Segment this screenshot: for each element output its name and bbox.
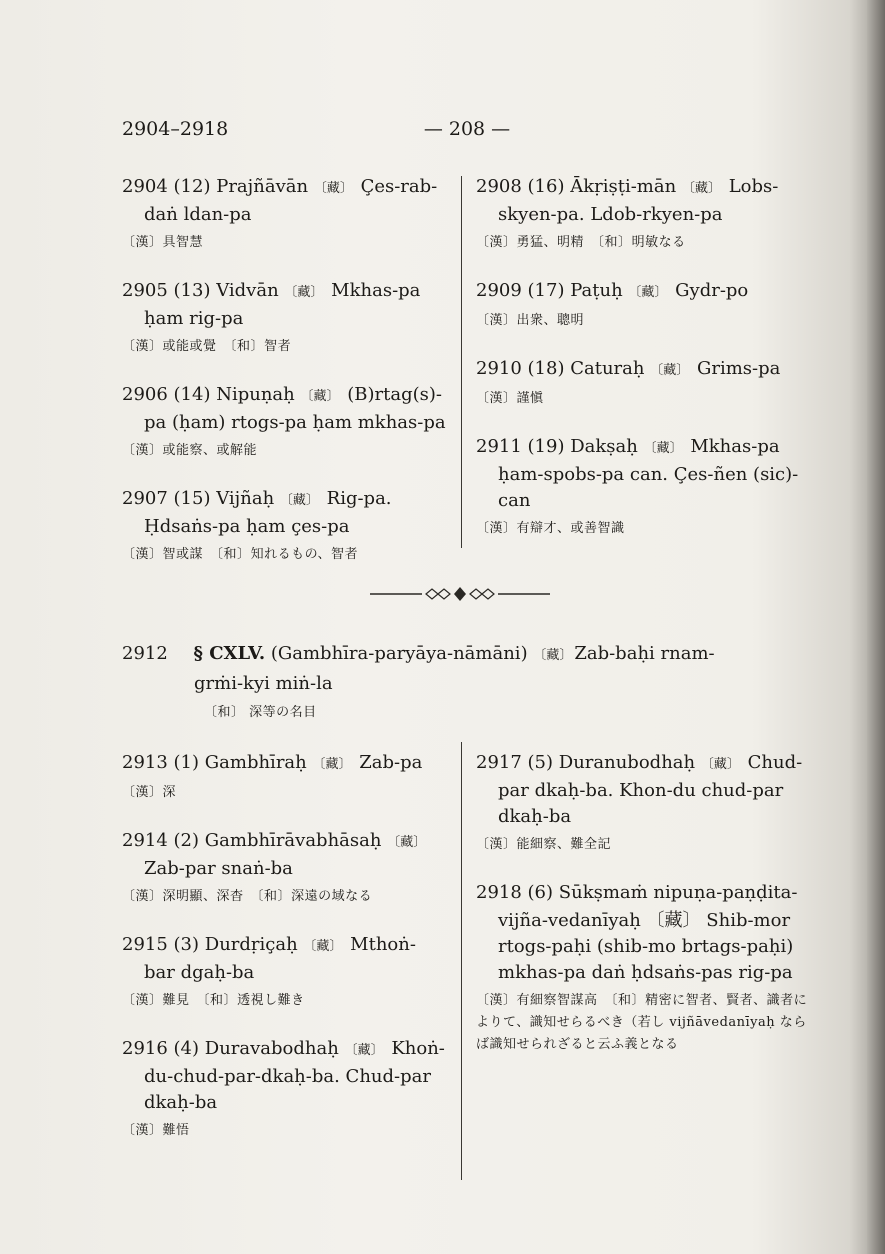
entry-tibetan-tag: 〔藏〕 (279, 493, 319, 508)
entry-head (122, 278, 454, 306)
entry-head (476, 880, 812, 908)
entry-number: 2910 (18) (476, 358, 565, 379)
section-heading (122, 640, 822, 724)
entry-continuation: par dkaḥ-ba. Khon-du chud-par dkaḥ-ba (498, 780, 784, 827)
entry-sanskrit: Ākṛiṣṭi-mān (570, 176, 677, 197)
entry-continuation: skyen-pa. Ldob-rkyen-pa (498, 204, 723, 225)
dictionary-entry (476, 750, 812, 856)
entry-sanskrit: Prajñāvān (216, 176, 309, 197)
section-tibetan: Zab-baḥi rnam- (574, 643, 715, 664)
entry-sanskrit: Nipuṇaḥ (216, 384, 295, 405)
entry-gloss (122, 990, 454, 1012)
entry-sanskrit: Caturaḥ (570, 358, 645, 379)
gloss-tag: 〔漢〕 (476, 521, 517, 536)
entry-tibetan: Chud- (747, 752, 803, 773)
entry-gloss (122, 232, 454, 254)
dictionary-entry (122, 174, 454, 254)
entry-tibetan-tag: 〔藏〕 (681, 181, 721, 196)
entry-number: 2909 (17) (476, 280, 565, 301)
entry-gloss (122, 544, 454, 566)
gloss-text: 透視し難き (237, 993, 305, 1008)
gloss-tag: 〔漢〕 (476, 313, 517, 328)
entry-continuation: pa (ḥam) rtogs-pa ḥam mkhas-pa (144, 412, 446, 433)
gloss-tag: 〔漢〕 (122, 235, 163, 250)
entry-continuation: Zab-par snaṅ-ba (144, 858, 293, 879)
gloss-text: 謹愼 (516, 391, 544, 406)
dictionary-entry (122, 1036, 454, 1142)
entry-number: 2914 (2) (122, 830, 200, 851)
ornament-divider (370, 584, 550, 604)
entry-tibetan-tag: 〔藏〕 (313, 181, 353, 196)
entry-tibetan: Mkhas-pa (690, 436, 780, 457)
gloss-tag: 〔漢〕 (122, 443, 163, 458)
entry-number: 2913 (1) (122, 752, 200, 773)
gloss-tag: 〔和〕 (597, 235, 632, 250)
entry-gloss (122, 782, 454, 804)
gloss-text: 知れるもの、智者 (250, 547, 359, 562)
column-divider-bottom (461, 742, 462, 1180)
entry-head (122, 174, 454, 202)
section-sanskrit: (Gambhīra-paryāya-nāmāni) (270, 643, 528, 664)
entry-head (122, 750, 454, 778)
gloss-tag: 〔漢〕 (122, 1123, 163, 1138)
gloss-text: 深 (162, 785, 177, 800)
gloss-text: 或能察、或解能 (162, 443, 258, 458)
entry-number: 2906 (14) (122, 384, 211, 405)
gloss-text: 智或謀 (162, 547, 204, 562)
gloss-text: 難見 (162, 993, 190, 1008)
entry-gloss (122, 886, 454, 908)
entry-tibetan-tag: 〔藏〕 (300, 389, 340, 404)
gloss-text: 具智慧 (162, 235, 204, 250)
dictionary-entry (122, 828, 454, 908)
dictionary-entry (122, 486, 454, 566)
section-gloss: 深等の名目 (249, 705, 317, 720)
entry-tibetan: Grims-pa (696, 358, 781, 379)
entry-continuation: bar dgaḥ-ba (144, 962, 255, 983)
entry-head (476, 174, 816, 202)
entry-head (122, 1036, 454, 1064)
entry-tibetan: (B)rtag(s)- (347, 384, 442, 405)
gloss-text: 深明顯、深杳 (162, 889, 244, 904)
left-column-bottom (122, 750, 454, 1166)
entry-tibetan-tag: 〔藏〕 (344, 1043, 384, 1058)
entry-gloss (476, 518, 816, 540)
entry-sanskrit: Durdṛiçaḥ (204, 934, 298, 955)
entry-head (476, 356, 816, 384)
entry-sanskrit: Gambhīrāvabhāsaḥ (204, 830, 382, 851)
gloss-text: 或能或覺 (162, 339, 217, 354)
gloss-text: 出衆、聰明 (516, 313, 585, 328)
entry-tibetan-tag: 〔藏〕 (650, 363, 690, 378)
entry-gloss (476, 310, 816, 332)
gloss-tag: 〔和〕 (203, 993, 238, 1008)
right-column-bottom (476, 750, 812, 1080)
entry-gloss (476, 232, 816, 254)
gloss-tag: 〔和〕 (216, 547, 251, 562)
entry-tibetan: Çes-rab- (360, 176, 438, 197)
gloss-text: 明敏なる (631, 235, 686, 250)
entry-head (476, 434, 816, 462)
gloss-text: 智者 (264, 339, 292, 354)
gloss-tag: 〔和〕 (230, 339, 265, 354)
entry-continuation: ḥam rig-pa (144, 308, 244, 329)
gloss-text: 精密に智者、賢者、識者によりて、識知せらるべき（若し vijñāvedanīyaḥ ならば識知せられざると云ふ義となる (476, 993, 808, 1052)
entry-sanskrit: Vidvān (216, 280, 279, 301)
entry-sanskrit: Paṭuḥ (570, 280, 623, 301)
entry-number: 2907 (15) (122, 488, 211, 509)
dictionary-entry (476, 174, 816, 254)
entry-head (122, 382, 454, 410)
dictionary-entry (122, 750, 454, 804)
entry-sanskrit: Dakṣaḥ (570, 436, 638, 457)
entry-continuation: Ḥdsaṅs-pa ḥam çes-pa (144, 516, 350, 537)
entry-tibetan-tag: 〔藏〕 (312, 757, 352, 772)
entry-tibetan: Lobs- (728, 176, 779, 197)
entry-continuation: ḥam-spobs-pa can. Çes-ñen (sic)- can (498, 464, 799, 511)
gloss-text: 難悟 (162, 1123, 190, 1138)
gloss-tag: 〔漢〕 (476, 235, 517, 250)
page-binding-shadow (867, 0, 885, 1254)
column-divider-top (461, 176, 462, 548)
entry-tibetan: Mkhas-pa (331, 280, 421, 301)
entry-head (122, 828, 454, 856)
entry-head (122, 486, 454, 514)
entry-tibetan: Zab-pa (359, 752, 423, 773)
gloss-tag: 〔漢〕 (476, 993, 517, 1008)
dictionary-entry (122, 932, 454, 1012)
page-number: — 208 — (423, 118, 511, 140)
entry-number: 2904 (12) (122, 176, 211, 197)
dictionary-entry (122, 382, 454, 462)
entry-tibetan: Mthoṅ- (350, 934, 416, 955)
gloss-text: 勇猛、明精 (516, 235, 585, 250)
gloss-tag: 〔和〕 (257, 889, 292, 904)
entry-number: 2905 (13) (122, 280, 211, 301)
gloss-tag: 〔漢〕 (122, 547, 163, 562)
dictionary-entry (476, 880, 812, 1056)
entry-number: 2908 (16) (476, 176, 565, 197)
entry-gloss (122, 1120, 454, 1142)
gloss-tag: 〔和〕 (611, 993, 646, 1008)
dictionary-entry (476, 278, 816, 332)
page-header (122, 118, 822, 148)
entry-tibetan-tag: 〔藏〕 (700, 757, 740, 772)
gloss-tag: 〔漢〕 (122, 339, 163, 354)
entry-tibetan-tag: 〔藏〕 (643, 441, 683, 456)
entry-gloss (476, 990, 812, 1056)
gloss-tag: 〔漢〕 (122, 889, 163, 904)
entry-tibetan-tag: 〔藏〕 (284, 285, 324, 300)
entry-range: 2904–2918 (122, 118, 229, 140)
entry-tibetan: Khoṅ- (391, 1038, 445, 1059)
entry-tibetan-tag: 〔藏〕 (387, 835, 427, 850)
section-tibetan-cont: grṁi-kyi miṅ-la (194, 673, 333, 694)
entry-tibetan-tag: 〔藏〕 (628, 285, 668, 300)
entry-sanskrit: Sūkṣmaṁ nipuṇa-paṇḍita- (558, 882, 798, 903)
left-column-top (122, 174, 454, 590)
entry-gloss (122, 336, 454, 358)
entry-continuation: du-chud-par-dkaḥ-ba. Chud-par dkaḥ-ba (144, 1066, 431, 1113)
entry-head (476, 750, 812, 778)
entry-tibetan-tag: 〔藏〕 (303, 939, 343, 954)
entry-tibetan: Gydr-po (675, 280, 749, 301)
section-tibetan-tag: 〔藏〕 (533, 648, 573, 663)
entry-gloss (122, 440, 454, 462)
gloss-tag: 〔漢〕 (122, 785, 163, 800)
gloss-tag: 〔漢〕 (122, 993, 163, 1008)
entry-number: 2911 (19) (476, 436, 565, 457)
entry-sanskrit: Vijñaḥ (216, 488, 275, 509)
dictionary-entry (476, 356, 816, 410)
entry-sanskrit: Duranubodhaḥ (558, 752, 696, 773)
gloss-text: 有辯才、或善智識 (516, 521, 625, 536)
entry-tibetan: Rig-pa. (326, 488, 392, 509)
gloss-tag: 〔漢〕 (476, 837, 517, 852)
section-title: § CXLV. (193, 643, 266, 664)
dictionary-entry (122, 278, 454, 358)
entry-number: 2918 (6) (476, 882, 554, 903)
gloss-text: 有細察智謀高 (516, 993, 598, 1008)
entry-sanskrit: Duravabodhaḥ (204, 1038, 339, 1059)
entry-continuation: daṅ ldan-pa (144, 204, 252, 225)
gloss-text: 深遠の域なる (291, 889, 373, 904)
section-gloss-tag: 〔和〕 (204, 705, 245, 720)
gloss-text: 能細察、難全記 (516, 837, 612, 852)
dictionary-entry (476, 434, 816, 540)
entry-number: 2915 (3) (122, 934, 200, 955)
right-column-top (476, 174, 816, 564)
section-number: 2912 (122, 643, 168, 664)
gloss-tag: 〔漢〕 (476, 391, 517, 406)
entry-continuation: vijña-vedanīyaḥ 〔藏〕 Shib-mor rtogs-paḥi (shib-mo brtags-paḥi) mkhas-pa daṅ ḥdsaṅs-pas rig-pa (498, 910, 794, 983)
entry-head (122, 932, 454, 960)
entry-number: 2917 (5) (476, 752, 554, 773)
entry-gloss (476, 834, 812, 856)
entry-sanskrit: Gambhīraḥ (204, 752, 307, 773)
entry-head (476, 278, 816, 306)
entry-gloss (476, 388, 816, 410)
entry-number: 2916 (4) (122, 1038, 200, 1059)
